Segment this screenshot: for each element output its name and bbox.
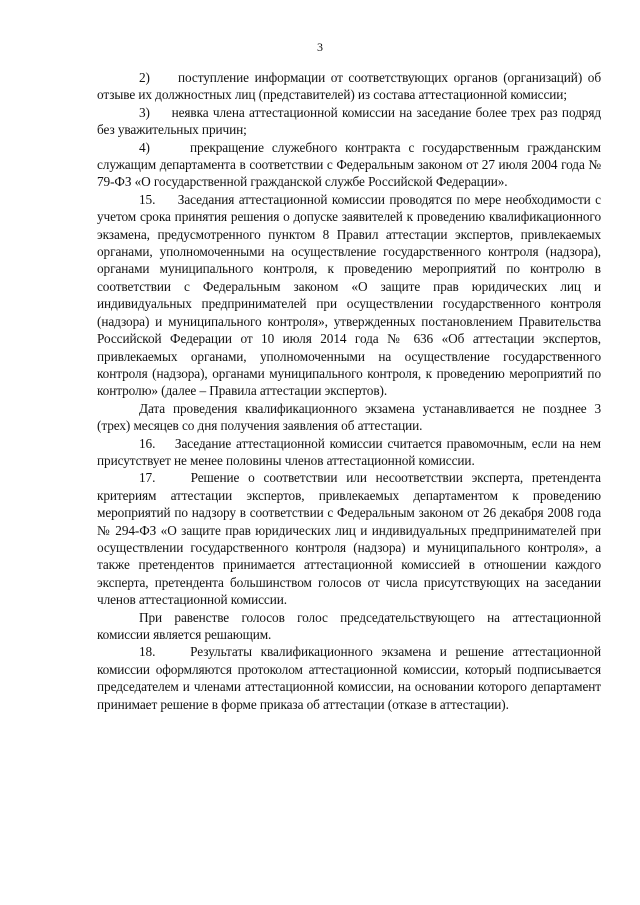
paragraph-clause-18: 18. Результаты квалификационного экзамена и решение аттестационной комиссии оформляются протоколом аттестационной комиссии, который подписывается председателем и членами аттестационной комиссии, на основании которого департамент принимает решение в форме приказа об аттестации (отказе в аттестации). xyxy=(97,644,601,712)
paragraph-exam-date: Дата проведения квалификационного экзамена устанавливается не позднее 3 (трех) месяцев со дня получения заявления об аттестации. xyxy=(97,400,601,434)
paragraph-clause-16: 16. Заседание аттестационной комиссии считается правомочным, если на нем присутствует не менее половины членов аттестационной комиссии. xyxy=(97,435,601,468)
paragraph-item-2: 2) поступление информации от соответствующих органов (организаций) об отзыве их должностных лиц (представителей) из состава аттестационной комиссии; xyxy=(97,70,601,103)
paragraph-tie-vote: При равенстве голосов голос председательствующего на аттестационной комиссии является решающим. xyxy=(97,609,601,642)
page-number: 3 xyxy=(317,40,323,54)
paragraph-clause-17: 17. Решение о соответствии или несоответствии эксперта, претендента критериям аттестации экспертов, привлекаемых департаментом к проведению мероприятий по надзору в соответствии с Федеральным законом от 26 декабря 2008 года № 294-ФЗ «О защите прав юридических лиц и индивидуальных предпринимателей при осуществлении государственного контроля (надзора) и муниципального контроля», а также претендентов принимается аттестационной комиссией в отношении каждого эксперта, претендента большинством голосов от числа присутствующих на заседании членов аттестационной комиссии. xyxy=(97,470,601,608)
paragraph-clause-15: 15. Заседания аттестационной комиссии проводятся по мере необходимости с учетом срока принятия решения о допуске заявителей к проведению квалификационного экзамена, предусмотренного пунктом 8 Правил аттестации экспертов, привлекаемых органами, уполномоченными на осуществление государственного контроля (надзора), органами муниципального контроля, к проведению мероприятий по контролю в соответствии с Федеральным законом «О защите прав юридических лиц и индивидуальных предпринимателей при осуществлении государственного контроля (надзора) и муниципального контроля», утвержденных постановлением Правительства Российской Федерации от 10 июля 2014 года № 636 «Об аттестации экспертов, привлекаемых органами, уполномоченными на осуществление государственного контроля (надзора), органами муниципального контроля, к проведению мероприятий по контролю» (далее – Правила аттестации экспертов). xyxy=(97,191,601,399)
paragraph-item-3: 3) неявка члена аттестационной комиссии на заседание более трех раз подряд без уважительных причин; xyxy=(97,104,601,138)
paragraph-item-4: 4) прекращение служебного контракта с государственным гражданским служащим департамента в соответствии с Федеральным законом от 27 июля 2004 года № 79-ФЗ «О государственной гражданской службе Российской Федерации». xyxy=(97,139,601,190)
document-body xyxy=(97,69,601,713)
